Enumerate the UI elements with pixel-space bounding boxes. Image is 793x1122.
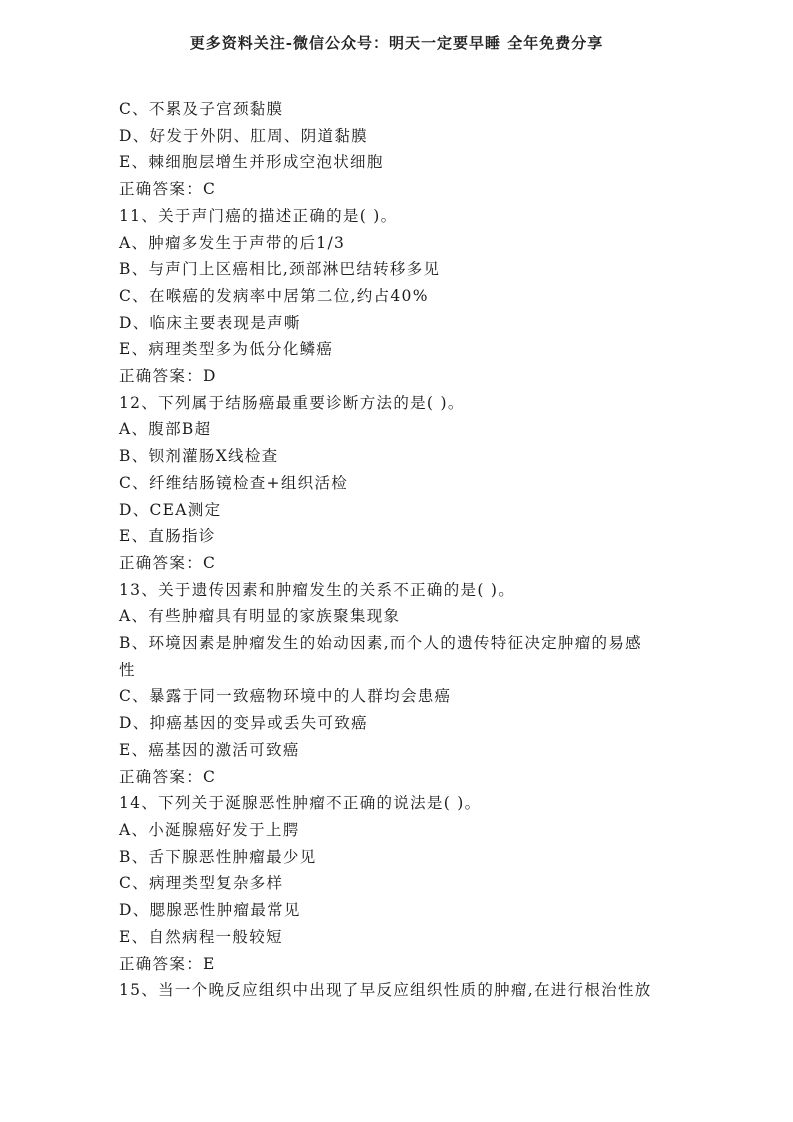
answer-line: 正确答案：E bbox=[119, 954, 216, 973]
option-line: C、纤维结肠镜检查+组织活检 bbox=[119, 473, 349, 492]
option-line: D、临床主要表现是声嘶 bbox=[119, 313, 301, 332]
option-line: E、病理类型多为低分化鳞癌 bbox=[119, 340, 334, 359]
option-line: B、与声门上区癌相比,颈部淋巴结转移多见 bbox=[119, 260, 441, 279]
option-line: E、自然病程一般较短 bbox=[119, 927, 283, 946]
option-line: D、腮腺恶性肿瘤最常见 bbox=[119, 901, 301, 920]
option-line: B、舌下腺恶性肿瘤最少见 bbox=[119, 847, 317, 866]
option-line: D、CEA测定 bbox=[119, 500, 222, 519]
option-line: E、棘细胞层增生并形成空泡状细胞 bbox=[119, 153, 384, 172]
option-line: A、腹部B超 bbox=[119, 420, 212, 439]
document-body bbox=[119, 96, 679, 1004]
option-line: D、好发于外阴、肛周、阴道黏膜 bbox=[119, 126, 368, 145]
question-line: 11、关于声门癌的描述正确的是( )。 bbox=[119, 206, 398, 225]
option-line: B、环境因素是肿瘤发生的始动因素,而个人的遗传特征决定肿瘤的易感 bbox=[119, 634, 642, 653]
question-line: 14、下列关于涎腺恶性肿瘤不正确的说法是( )。 bbox=[119, 794, 482, 813]
option-line: C、在喉癌的发病率中居第二位,约占40% bbox=[119, 286, 429, 305]
answer-line: 正确答案：C bbox=[119, 180, 217, 199]
option-line: A、有些肿瘤具有明显的家族聚集现象 bbox=[119, 607, 401, 626]
option-line: D、抑癌基因的变异或丢失可致癌 bbox=[119, 714, 368, 733]
question-line: 15、当一个晚反应组织中出现了早反应组织性质的肿瘤,在进行根治性放 bbox=[119, 981, 652, 1000]
question-line: 13、关于遗传因素和肿瘤发生的关系不正确的是( )。 bbox=[119, 580, 516, 599]
option-line: A、肿瘤多发生于声带的后1/3 bbox=[119, 233, 346, 252]
answer-line: 正确答案：C bbox=[119, 767, 217, 786]
option-line: A、小涎腺癌好发于上腭 bbox=[119, 820, 300, 839]
option-line: C、不累及子宫颈黏膜 bbox=[119, 100, 284, 118]
option-line: C、暴露于同一致癌物环境中的人群均会患癌 bbox=[119, 687, 452, 706]
option-line-continued: 性 bbox=[119, 660, 136, 679]
page-header: 更多资料关注-微信公众号：明天一定要早睡 全年免费分享 bbox=[189, 34, 604, 52]
answer-line: 正确答案：C bbox=[119, 553, 217, 572]
option-line: C、病理类型复杂多样 bbox=[119, 874, 284, 893]
question-line: 12、下列属于结肠癌最重要诊断方法的是( )。 bbox=[119, 393, 465, 412]
option-line: E、直肠指诊 bbox=[119, 527, 216, 546]
answer-line: 正确答案：D bbox=[119, 367, 217, 386]
option-line: E、癌基因的激活可致癌 bbox=[119, 740, 300, 759]
option-line: B、钡剂灌肠X线检查 bbox=[119, 447, 279, 466]
